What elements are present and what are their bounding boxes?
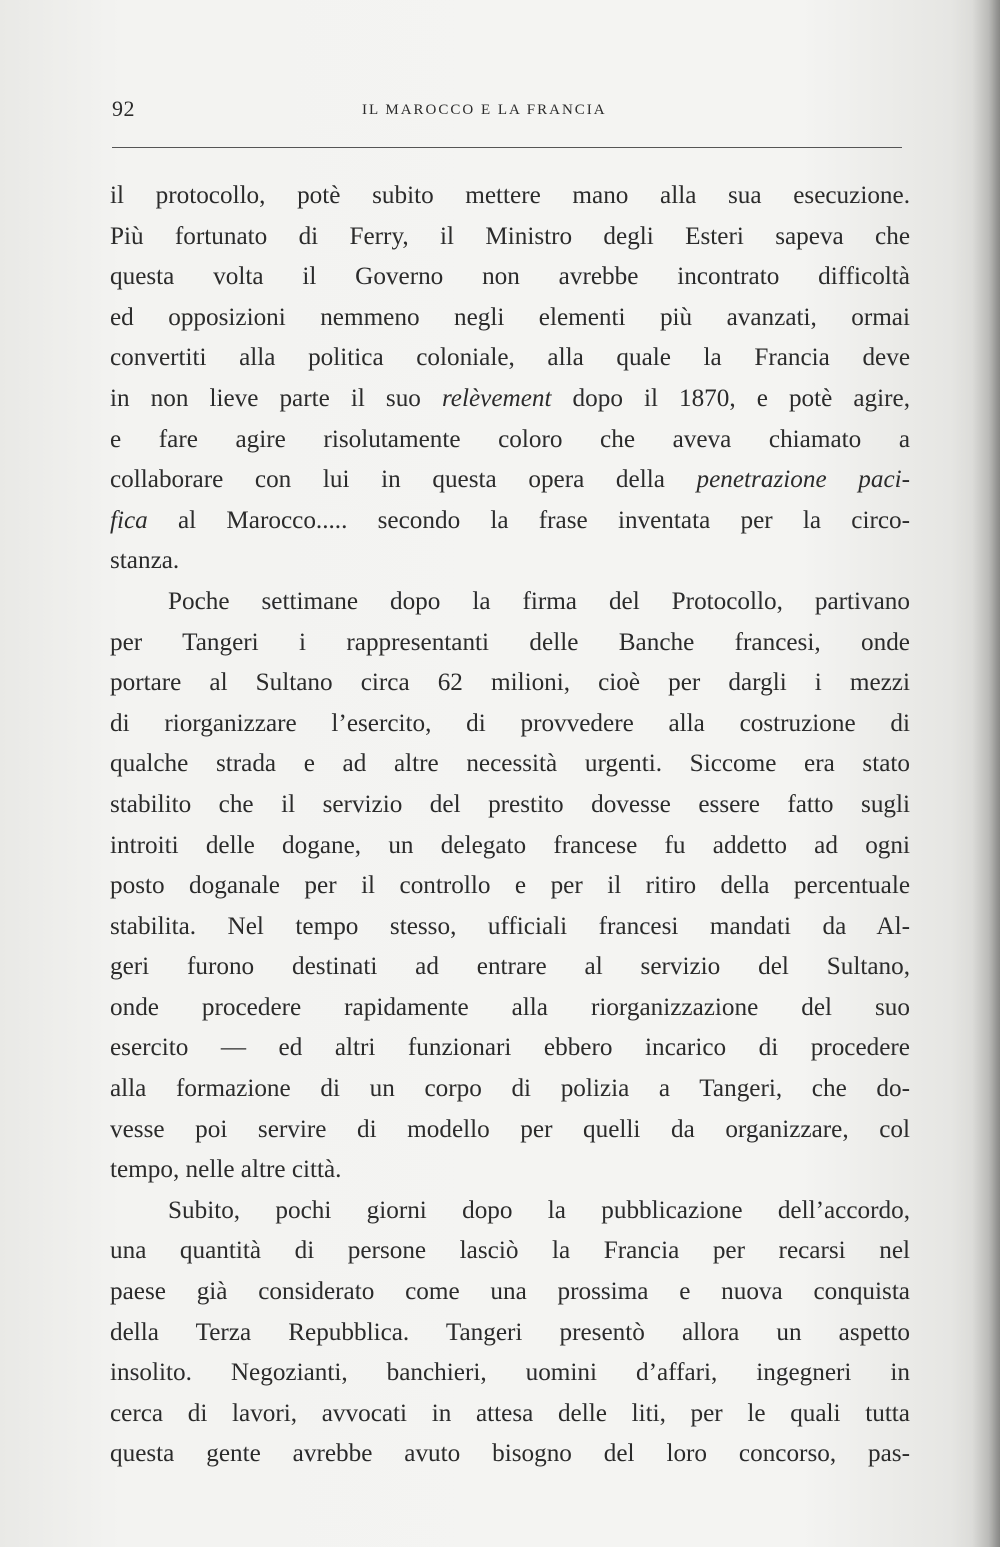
text-line [110,379,910,420]
text-line: introiti delle dogane, un delegato francese fu addetto ad ogni [110,831,910,859]
text-line: stabilita. Nel tempo stesso, ufficiali francesi mandati da Al- [110,912,910,940]
text-line [110,501,910,542]
text-line: geri furono destinati ad entrare al servizio del Sultano, [110,953,910,981]
text-line: convertiti alla politica coloniale, alla quale la Francia deve [110,344,910,372]
text-line: Più fortunato di Ferry, il Ministro degli Esteri sapeva che [110,222,910,250]
text-line: posto doganale per il controllo e per il ritiro della percentuale [110,872,910,900]
text-line: stanza. [110,547,180,575]
text-line: esercito — ed altri funzionari ebbero incarico di procedere [110,1034,910,1062]
text-line: portare al Sultano circa 62 milioni, cioè per dargli i mezzi [110,669,910,697]
text-segment: collaborare con lui in questa opera della [110,466,697,494]
text-line: cerca di lavori, avvocati in attesa delle liti, per le quali tutta [110,1399,910,1427]
text-line: ed opposizioni nemmeno negli elementi più avanzati, ormai [110,303,910,331]
italic-text: fica [110,506,148,534]
paragraph-first-line: Subito, pochi giorni dopo la pubblicazione dell’accordo, [168,1196,910,1224]
page-edge-shadow [972,0,1000,1547]
italic-text: penetrazione paci- [696,466,911,494]
text-line: paese già considerato come una prossima e nuova conquista [110,1278,910,1306]
text-line: per Tangeri i rappresentanti delle Banche francesi, onde [110,628,910,656]
text-segment: in non lieve parte il suo [110,384,442,412]
text-line: insolito. Negozianti, banchieri, uomini d’affari, ingegneri in [110,1359,910,1387]
text-segment: al Marocco..... secondo la frase inventata per la circo- [147,506,910,534]
text-line: questa gente avrebbe avuto bisogno del loro concorso, pas- [110,1440,910,1468]
page-header [112,92,902,126]
text-line: una quantità di persone lasciò la Francia per recarsi nel [110,1237,910,1265]
header-rule [112,147,902,148]
body-text [110,176,910,1475]
text-line: alla formazione di un corpo di polizia a Tangeri, che do- [110,1075,910,1103]
text-line: onde procedere rapidamente alla riorganizzazione del suo [110,993,910,1021]
italic-text: relèvement [441,384,552,412]
paragraph-first-line: Poche settimane dopo la firma del Protocollo, partivano [168,587,910,615]
text-segment: dopo il 1870, e potè agire, [551,384,910,412]
text-line: della Terza Repubblica. Tangeri presentò allora un aspetto [110,1318,910,1346]
text-line: di riorganizzare l’esercito, di provvedere alla costruzione di [110,709,910,737]
running-title: IL MAROCCO E LA FRANCIA [362,102,607,118]
text-line: qualche strada e ad altre necessità urgenti. Siccome era stato [110,750,910,778]
text-line: vesse poi servire di modello per quelli da organizzare, col [110,1115,910,1143]
text-line: tempo, nelle altre città. [110,1156,342,1184]
text-line: il protocollo, potè subito mettere mano alla sua esecuzione. [110,182,910,209]
text-line: stabilito che il servizio del prestito dovesse essere fatto sugli [110,790,910,818]
text-line [110,460,910,501]
page-number: 92 [112,96,135,121]
text-line: e fare agire risolutamente coloro che aveva chiamato a [110,425,910,453]
text-line: questa volta il Governo non avrebbe incontrato difficoltà [110,263,910,291]
